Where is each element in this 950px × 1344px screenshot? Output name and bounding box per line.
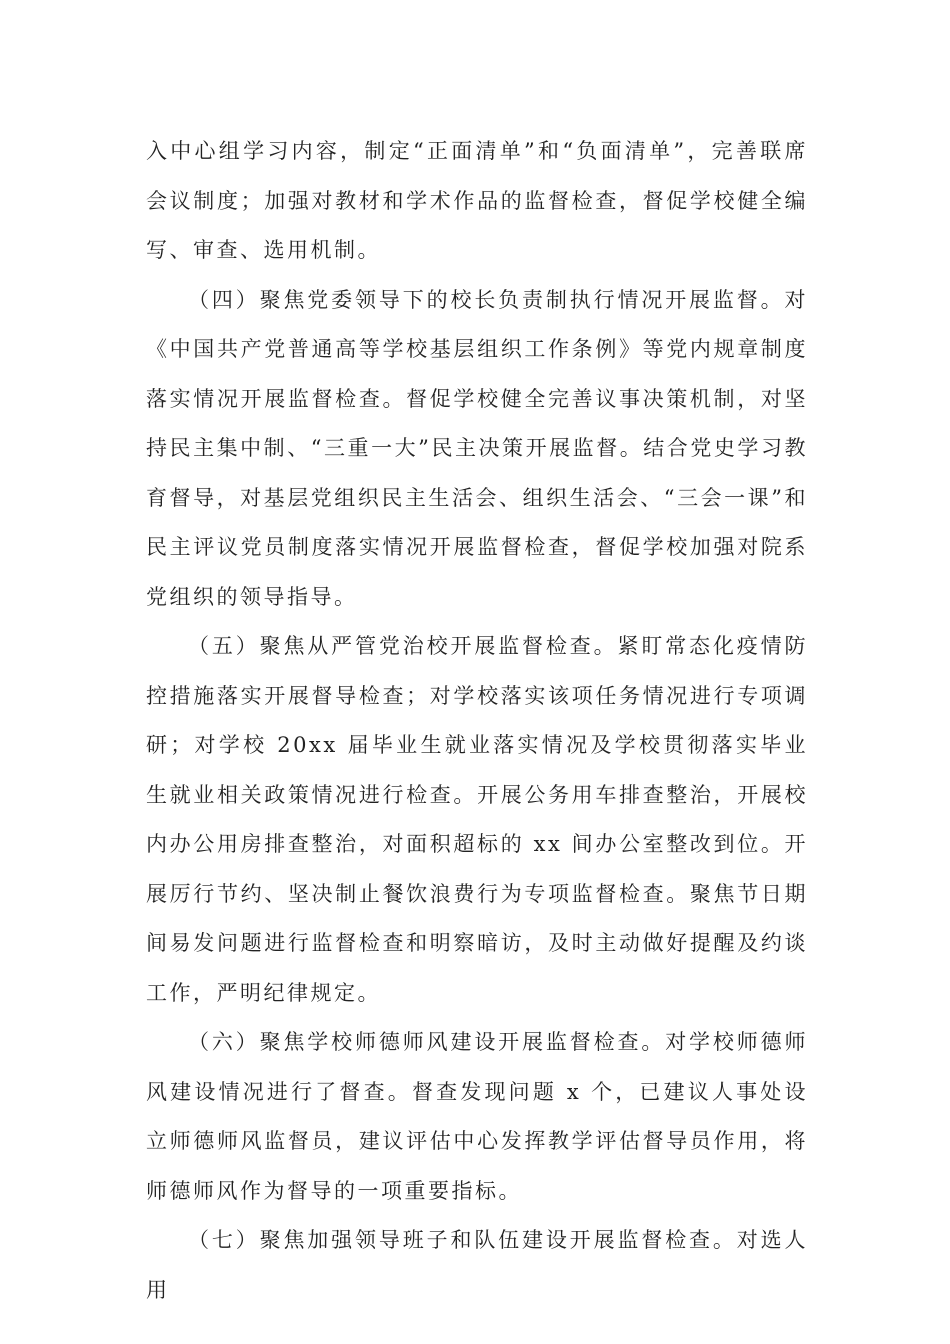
paragraph-section-6: （六）聚焦学校师德师风建设开展监督检查。对学校师德师风建设情况进行了督查。督查发现问题 x 个，已建议人事处设立师德师风监督员，建议评估中心发挥教学评估督导员作用，将师德师风作为督导的一项重要指标。 [146,1030,808,1203]
paragraph-section-4: （四）聚焦党委领导下的校长负责制执行情况开展监督。对《中国共产党普通高等学校基层组织工作条例》等党内规章制度落实情况开展监督检查。督促学校健全完善议事决策机制，对坚持民主集中制、“三重一大”民主决策开展监督。结合党史学习教育督导，对基层党组织民主生活会、组织生活会、“三会一课”和民主评议党员制度落实情况开展监督检查，督促学校加强对院系党组织的领导指导。 [146,287,808,609]
paragraph-section-7: （七）聚焦加强领导班子和队伍建设开展监督检查。对选人用 [146,1228,808,1302]
paragraph-section-5: （五）聚焦从严管党治校开展监督检查。紧盯常态化疫情防控措施落实开展督导检查；对学校落实该项任务情况进行专项调研；对学校 20xx 届毕业生就业落实情况及学校贯彻落实毕业生就业相关政策情况进行检查。开展公务用车排查整治，开展校内办公用房排查整治，对面积超标的 xx 间办公室整改到位。开展厉行节约、坚决制止餐饮浪费行为专项监督检查。聚焦节日期间易发问题进行监督检查和明察暗访，及时主动做好提醒及约谈工作，严明纪律规定。 [146,634,808,1005]
document-body [146,127,808,1315]
paragraph-continuation: 入中心组学习内容，制定“正面清单”和“负面清单”，完善联席会议制度；加强对教材和学术作品的监督检查，督促学校健全编写、审查、选用机制。 [146,139,808,262]
